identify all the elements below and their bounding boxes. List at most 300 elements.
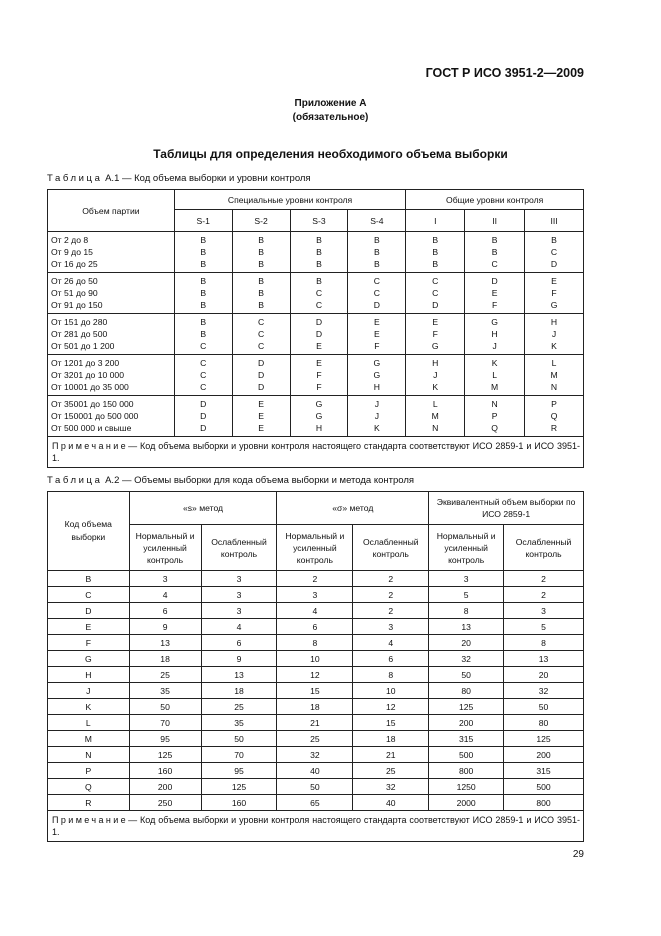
annex-title: Приложение А xyxy=(294,98,367,109)
code-letter: C xyxy=(315,288,323,298)
code-letter: G xyxy=(373,358,381,368)
code-letter: F xyxy=(316,382,322,392)
sample-size-cell: 21 xyxy=(277,715,353,731)
sample-size-cell: 500 xyxy=(429,747,504,763)
code-letter: F xyxy=(551,288,557,298)
sample-size-cell: 3 xyxy=(353,619,429,635)
code-letter-cell xyxy=(232,232,290,273)
table-row xyxy=(48,571,584,587)
code-letter: F xyxy=(492,300,498,310)
sample-size-cell: 35 xyxy=(201,715,277,731)
sample-size-cell: 20 xyxy=(504,667,584,683)
sample-size-cell: 4 xyxy=(201,619,277,635)
table2-note-prefix: Примечание xyxy=(52,815,129,825)
sample-size-cell: 18 xyxy=(353,731,429,747)
annex-heading xyxy=(0,97,661,125)
code-letter: H xyxy=(373,382,380,392)
code-letter: M xyxy=(491,382,499,392)
sample-size-cell: 18 xyxy=(129,651,201,667)
code-letter: C xyxy=(200,358,207,368)
code-letter: D xyxy=(200,411,207,421)
code-letter: B xyxy=(200,317,207,327)
reduced-header: Ослабленный контроль xyxy=(201,525,277,571)
code-letter-cell xyxy=(465,314,525,355)
sample-size-cell: 95 xyxy=(201,763,277,779)
table1-note-prefix: Примечание xyxy=(52,441,129,451)
code-letter: B xyxy=(200,288,207,298)
code-letter: C xyxy=(200,370,207,380)
sample-size-cell: 25 xyxy=(129,667,201,683)
sample-size-cell: 40 xyxy=(353,795,429,811)
sample-size-cell: 13 xyxy=(129,635,201,651)
code-letter: E xyxy=(316,341,322,351)
code-letter-cell xyxy=(174,273,232,314)
lot-range-group xyxy=(48,273,584,314)
code-letter-cell xyxy=(348,232,406,273)
table-row xyxy=(48,651,584,667)
page-number: 29 xyxy=(572,849,584,860)
code-letter: H xyxy=(315,423,323,433)
sample-size-cell: 800 xyxy=(504,795,584,811)
annex-status: (обязательное) xyxy=(292,112,369,123)
table1-caption-text: А.1 — Код объема выборки и уровни контроля xyxy=(102,173,311,184)
table1-note-text: — Код объема выборки и уровни контроля настоящего стандарта соответствуют ИСО 2859-1 и ИСО 3951-1. xyxy=(52,441,580,463)
code-letter: M xyxy=(431,411,439,421)
code-letter-cell xyxy=(525,396,584,437)
code-letter-cell xyxy=(290,396,348,437)
sample-code-cell: H xyxy=(48,667,130,683)
sample-size-cell: 5 xyxy=(504,619,584,635)
code-letter: D xyxy=(491,276,498,286)
sample-size-cell: 8 xyxy=(504,635,584,651)
sample-size-cell: 13 xyxy=(504,651,584,667)
sample-code-cell: N xyxy=(48,747,130,763)
sample-size-cell: 32 xyxy=(353,779,429,795)
code-letter: B xyxy=(551,235,557,245)
code-letter: K xyxy=(491,358,498,368)
sample-size-cell: 20 xyxy=(429,635,504,651)
code-letter: B xyxy=(316,276,322,286)
table-row xyxy=(48,747,584,763)
table2-caption xyxy=(47,475,414,486)
table1-caption xyxy=(47,173,311,184)
lot-range-cell xyxy=(48,273,175,314)
code-letter: C xyxy=(373,276,380,286)
code-letter: J xyxy=(433,370,438,380)
code-letter: B xyxy=(374,247,380,257)
sample-size-cell: 32 xyxy=(504,683,584,699)
sample-size-cell: 2000 xyxy=(429,795,504,811)
sample-size-cell: 80 xyxy=(504,715,584,731)
code-letter-cell xyxy=(290,314,348,355)
sample-size-cell: 2 xyxy=(353,587,429,603)
sample-size-cell: 6 xyxy=(277,619,353,635)
lot-range: От 26 до 50 xyxy=(51,276,98,286)
sample-size-cell: 15 xyxy=(353,715,429,731)
code-letter: B xyxy=(491,235,498,245)
code-letter: B xyxy=(258,276,264,286)
code-letter: M xyxy=(550,370,558,380)
code-letter-cell xyxy=(348,355,406,396)
code-letter-cell xyxy=(525,273,584,314)
sample-size-cell: 8 xyxy=(277,635,353,651)
sample-size-cell: 21 xyxy=(353,747,429,763)
sample-size-cell: 125 xyxy=(201,779,277,795)
level-header: S-2 xyxy=(232,210,290,232)
sample-size-cell: 4 xyxy=(129,587,201,603)
reduced-header: Ослабленный контроль xyxy=(353,525,429,571)
code-letter-cell xyxy=(406,396,465,437)
sample-code-cell: K xyxy=(48,699,130,715)
level-header: III xyxy=(525,210,584,232)
code-letter-cell xyxy=(174,396,232,437)
code-letter: D xyxy=(550,259,558,269)
sample-size-cell: 13 xyxy=(429,619,504,635)
sample-size-cell: 2 xyxy=(504,587,584,603)
sample-size-cell: 5 xyxy=(429,587,504,603)
code-letter: B xyxy=(258,259,264,269)
sample-size-cell: 6 xyxy=(201,635,277,651)
code-letter: J xyxy=(551,329,557,339)
lot-range: От 10001 до 35 000 xyxy=(51,382,129,392)
code-letter-cell xyxy=(406,232,465,273)
sample-size-cell: 800 xyxy=(429,763,504,779)
sample-size-cell: 18 xyxy=(201,683,277,699)
equivalent-header: Эквивалентный объем выборки по ИСО 2859-1 xyxy=(429,492,584,525)
sample-size-cell: 500 xyxy=(504,779,584,795)
sample-size-cell: 18 xyxy=(277,699,353,715)
sample-size-cell: 2 xyxy=(353,603,429,619)
code-letter: B xyxy=(200,259,207,269)
lot-range: От 9 до 15 xyxy=(51,247,93,257)
s-method-header: «s» метод xyxy=(129,492,277,525)
code-letter: C xyxy=(200,382,207,392)
code-letter-cell xyxy=(174,355,232,396)
lot-range-cell xyxy=(48,396,175,437)
sample-size-cell: 32 xyxy=(277,747,353,763)
code-letter-cell xyxy=(232,314,290,355)
code-letter: N xyxy=(491,399,498,409)
lot-range: От 500 000 и свыше xyxy=(51,423,132,433)
sample-size-cell: 15 xyxy=(277,683,353,699)
sample-size-cell: 50 xyxy=(504,699,584,715)
table2-note xyxy=(48,811,584,842)
code-letter: B xyxy=(200,329,207,339)
sample-size-cell: 50 xyxy=(277,779,353,795)
sample-size-cell: 1250 xyxy=(429,779,504,795)
code-letter: B xyxy=(432,247,439,257)
sample-size-cell: 10 xyxy=(353,683,429,699)
sample-size-cell: 12 xyxy=(277,667,353,683)
code-letter: G xyxy=(491,317,498,327)
table-row xyxy=(48,619,584,635)
code-letter: E xyxy=(491,288,498,298)
code-letter: L xyxy=(432,399,438,409)
code-letter: C xyxy=(257,329,265,339)
code-letter-cell xyxy=(348,273,406,314)
code-letter: D xyxy=(200,423,207,433)
normal-tightened-header: Нормальный и усиленный контроль xyxy=(277,525,353,571)
level-header: S-1 xyxy=(174,210,232,232)
table-row xyxy=(48,779,584,795)
code-letter: B xyxy=(491,247,498,257)
code-letter: B xyxy=(374,259,380,269)
code-letter: E xyxy=(374,317,380,327)
sample-size-table xyxy=(47,491,584,842)
sample-code-cell: F xyxy=(48,635,130,651)
lot-range-group xyxy=(48,355,584,396)
sample-size-cell: 70 xyxy=(129,715,201,731)
table2-note-text: — Код объема выборки и уровни контроля настоящего стандарта соответствуют ИСО 2859-1 и ИСО 3951-1. xyxy=(52,815,580,837)
sample-code-cell: E xyxy=(48,619,130,635)
code-letter: E xyxy=(258,399,264,409)
code-letter-cell xyxy=(406,355,465,396)
sample-size-cell: 70 xyxy=(201,747,277,763)
sample-size-cell: 160 xyxy=(129,763,201,779)
lot-range: От 151 до 280 xyxy=(51,317,108,327)
code-letter-cell xyxy=(290,232,348,273)
sample-code-cell: G xyxy=(48,651,130,667)
sample-size-cell: 32 xyxy=(429,651,504,667)
sample-code-cell: L xyxy=(48,715,130,731)
table-row xyxy=(48,715,584,731)
table-row xyxy=(48,667,584,683)
sample-size-cell: 50 xyxy=(429,667,504,683)
code-letter: P xyxy=(491,411,498,421)
sample-size-cell: 3 xyxy=(277,587,353,603)
sample-size-cell: 4 xyxy=(277,603,353,619)
level-header: II xyxy=(465,210,525,232)
code-letter: B xyxy=(258,288,264,298)
code-letter: B xyxy=(374,235,380,245)
code-letter: H xyxy=(550,317,558,327)
sample-size-cell: 25 xyxy=(277,731,353,747)
code-letter: B xyxy=(316,235,322,245)
sample-size-cell: 125 xyxy=(504,731,584,747)
code-letter-cell xyxy=(348,396,406,437)
sample-code-cell: P xyxy=(48,763,130,779)
sample-size-cell: 10 xyxy=(277,651,353,667)
table2-caption-prefix: Таблица xyxy=(47,475,103,486)
code-letter-cell xyxy=(232,396,290,437)
code-letter: J xyxy=(374,399,380,409)
code-letter: C xyxy=(432,288,439,298)
code-letter: G xyxy=(373,370,381,380)
sample-size-cell: 315 xyxy=(504,763,584,779)
code-letter: Q xyxy=(550,411,558,421)
table-row xyxy=(48,635,584,651)
sample-size-cell: 25 xyxy=(201,699,277,715)
level-header: S-4 xyxy=(348,210,406,232)
code-letter: N xyxy=(432,423,439,433)
code-letter: R xyxy=(550,423,558,433)
code-letter: E xyxy=(551,276,557,286)
sample-size-cell: 2 xyxy=(353,571,429,587)
level-header: I xyxy=(406,210,465,232)
sample-size-cell: 315 xyxy=(429,731,504,747)
table1-caption-prefix: Таблица xyxy=(47,173,103,184)
lot-range: От 501 до 1 200 xyxy=(51,341,115,351)
code-letter: C xyxy=(373,288,380,298)
code-letter: K xyxy=(551,341,557,351)
reduced-header: Ослабленный контроль xyxy=(504,525,584,571)
lot-range-group xyxy=(48,396,584,437)
level-header: S-3 xyxy=(290,210,348,232)
lot-range: От 150001 до 500 000 xyxy=(51,411,139,421)
code-letter: E xyxy=(374,329,380,339)
code-letter: K xyxy=(432,382,439,392)
normal-tightened-header: Нормальный и усиленный контроль xyxy=(429,525,504,571)
sample-code-cell: D xyxy=(48,603,130,619)
sample-size-cell: 12 xyxy=(353,699,429,715)
code-letter: K xyxy=(374,423,380,433)
lot-range: От 91 до 150 xyxy=(51,300,103,310)
code-letter-cell xyxy=(348,314,406,355)
code-letter-cell xyxy=(465,232,525,273)
code-letter: F xyxy=(432,329,438,339)
sample-size-cell: 8 xyxy=(429,603,504,619)
lot-range-cell xyxy=(48,314,175,355)
code-letter: G xyxy=(315,411,323,421)
sample-size-cell: 200 xyxy=(504,747,584,763)
table-row xyxy=(48,699,584,715)
lot-range: От 1201 до 3 200 xyxy=(51,358,120,368)
code-letter: H xyxy=(432,358,439,368)
sample-size-cell: 65 xyxy=(277,795,353,811)
sample-size-cell: 9 xyxy=(201,651,277,667)
code-letter: C xyxy=(315,300,323,310)
sample-size-cell: 50 xyxy=(201,731,277,747)
lot-range-cell xyxy=(48,355,175,396)
code-letter: C xyxy=(491,259,498,269)
sample-size-cell: 200 xyxy=(129,779,201,795)
code-header: Код объема выборки xyxy=(48,492,130,571)
sample-code-cell: J xyxy=(48,683,130,699)
code-letter-cell xyxy=(174,232,232,273)
sample-size-cell: 3 xyxy=(201,603,277,619)
table1-note xyxy=(48,437,584,468)
code-letter: C xyxy=(200,341,207,351)
sample-size-cell: 125 xyxy=(129,747,201,763)
sample-size-cell: 8 xyxy=(353,667,429,683)
code-letter: B xyxy=(200,300,207,310)
lot-range-group xyxy=(48,232,584,273)
code-letter: B xyxy=(200,247,207,257)
table-row xyxy=(48,795,584,811)
sample-size-cell: 6 xyxy=(353,651,429,667)
code-letter: D xyxy=(257,358,265,368)
code-letter: B xyxy=(200,276,207,286)
code-letter: C xyxy=(432,276,439,286)
sample-size-code-table xyxy=(47,189,584,468)
code-letter-cell xyxy=(406,314,465,355)
sample-size-cell: 3 xyxy=(129,571,201,587)
sample-code-cell: M xyxy=(48,731,130,747)
code-letter: E xyxy=(432,317,439,327)
sample-code-cell: Q xyxy=(48,779,130,795)
code-letter: J xyxy=(492,341,497,351)
code-letter: L xyxy=(551,358,557,368)
sigma-method-header: «σ» метод xyxy=(277,492,429,525)
lot-range: От 2 до 8 xyxy=(51,235,89,245)
lot-range: От 35001 до 150 000 xyxy=(51,399,134,409)
code-letter: N xyxy=(550,382,558,392)
code-letter-cell xyxy=(290,355,348,396)
sample-code-cell: R xyxy=(48,795,130,811)
code-letter-cell xyxy=(465,273,525,314)
code-letter: H xyxy=(491,329,498,339)
code-letter: D xyxy=(315,329,323,339)
code-letter: E xyxy=(258,411,264,421)
code-letter: D xyxy=(257,382,265,392)
table-row xyxy=(48,731,584,747)
sample-size-cell: 6 xyxy=(129,603,201,619)
code-letter-cell xyxy=(465,355,525,396)
table-row xyxy=(48,587,584,603)
sample-size-cell: 3 xyxy=(201,571,277,587)
sample-code-cell: B xyxy=(48,571,130,587)
code-letter: D xyxy=(432,300,439,310)
general-levels-header: Общие уровни контроля xyxy=(406,190,584,210)
code-letter: B xyxy=(432,259,439,269)
code-letter: C xyxy=(257,317,265,327)
table-row xyxy=(48,763,584,779)
sample-size-cell: 3 xyxy=(201,587,277,603)
code-letter: C xyxy=(550,247,558,257)
code-letter: G xyxy=(431,341,439,351)
code-letter: P xyxy=(551,399,557,409)
code-letter: D xyxy=(315,317,323,327)
sample-size-cell: 250 xyxy=(129,795,201,811)
code-letter: C xyxy=(257,341,265,351)
table-row xyxy=(48,683,584,699)
code-letter: G xyxy=(315,399,323,409)
sample-size-cell: 4 xyxy=(353,635,429,651)
sample-size-cell: 50 xyxy=(129,699,201,715)
sample-size-cell: 160 xyxy=(201,795,277,811)
sample-code-cell: C xyxy=(48,587,130,603)
code-letter-cell xyxy=(525,355,584,396)
table2-caption-text: А.2 — Объемы выборки для кода объема выборки и метода контроля xyxy=(102,475,415,486)
code-letter-cell xyxy=(406,273,465,314)
section-title: Таблицы для определения необходимого объема выборки xyxy=(153,147,508,161)
sample-size-cell: 2 xyxy=(277,571,353,587)
code-letter: B xyxy=(258,300,264,310)
lot-range-group xyxy=(48,314,584,355)
special-levels-header: Специальные уровни контроля xyxy=(174,190,406,210)
sample-size-cell: 35 xyxy=(129,683,201,699)
code-letter: D xyxy=(257,370,265,380)
code-letter: B xyxy=(316,259,322,269)
code-letter: Q xyxy=(491,423,498,433)
code-letter-cell xyxy=(232,355,290,396)
code-letter-cell xyxy=(525,314,584,355)
code-letter: D xyxy=(200,399,207,409)
code-letter-cell xyxy=(174,314,232,355)
lot-size-header: Объем партии xyxy=(48,190,175,232)
lot-range: От 281 до 500 xyxy=(51,329,108,339)
table-row xyxy=(48,603,584,619)
code-letter: F xyxy=(374,341,380,351)
sample-size-cell: 13 xyxy=(201,667,277,683)
normal-tightened-header: Нормальный и усиленный контроль xyxy=(129,525,201,571)
code-letter: B xyxy=(316,247,322,257)
code-letter: F xyxy=(316,370,322,380)
lot-range: От 3201 до 10 000 xyxy=(51,370,124,380)
code-letter-cell xyxy=(290,273,348,314)
code-letter-cell xyxy=(465,396,525,437)
code-letter: E xyxy=(316,358,322,368)
